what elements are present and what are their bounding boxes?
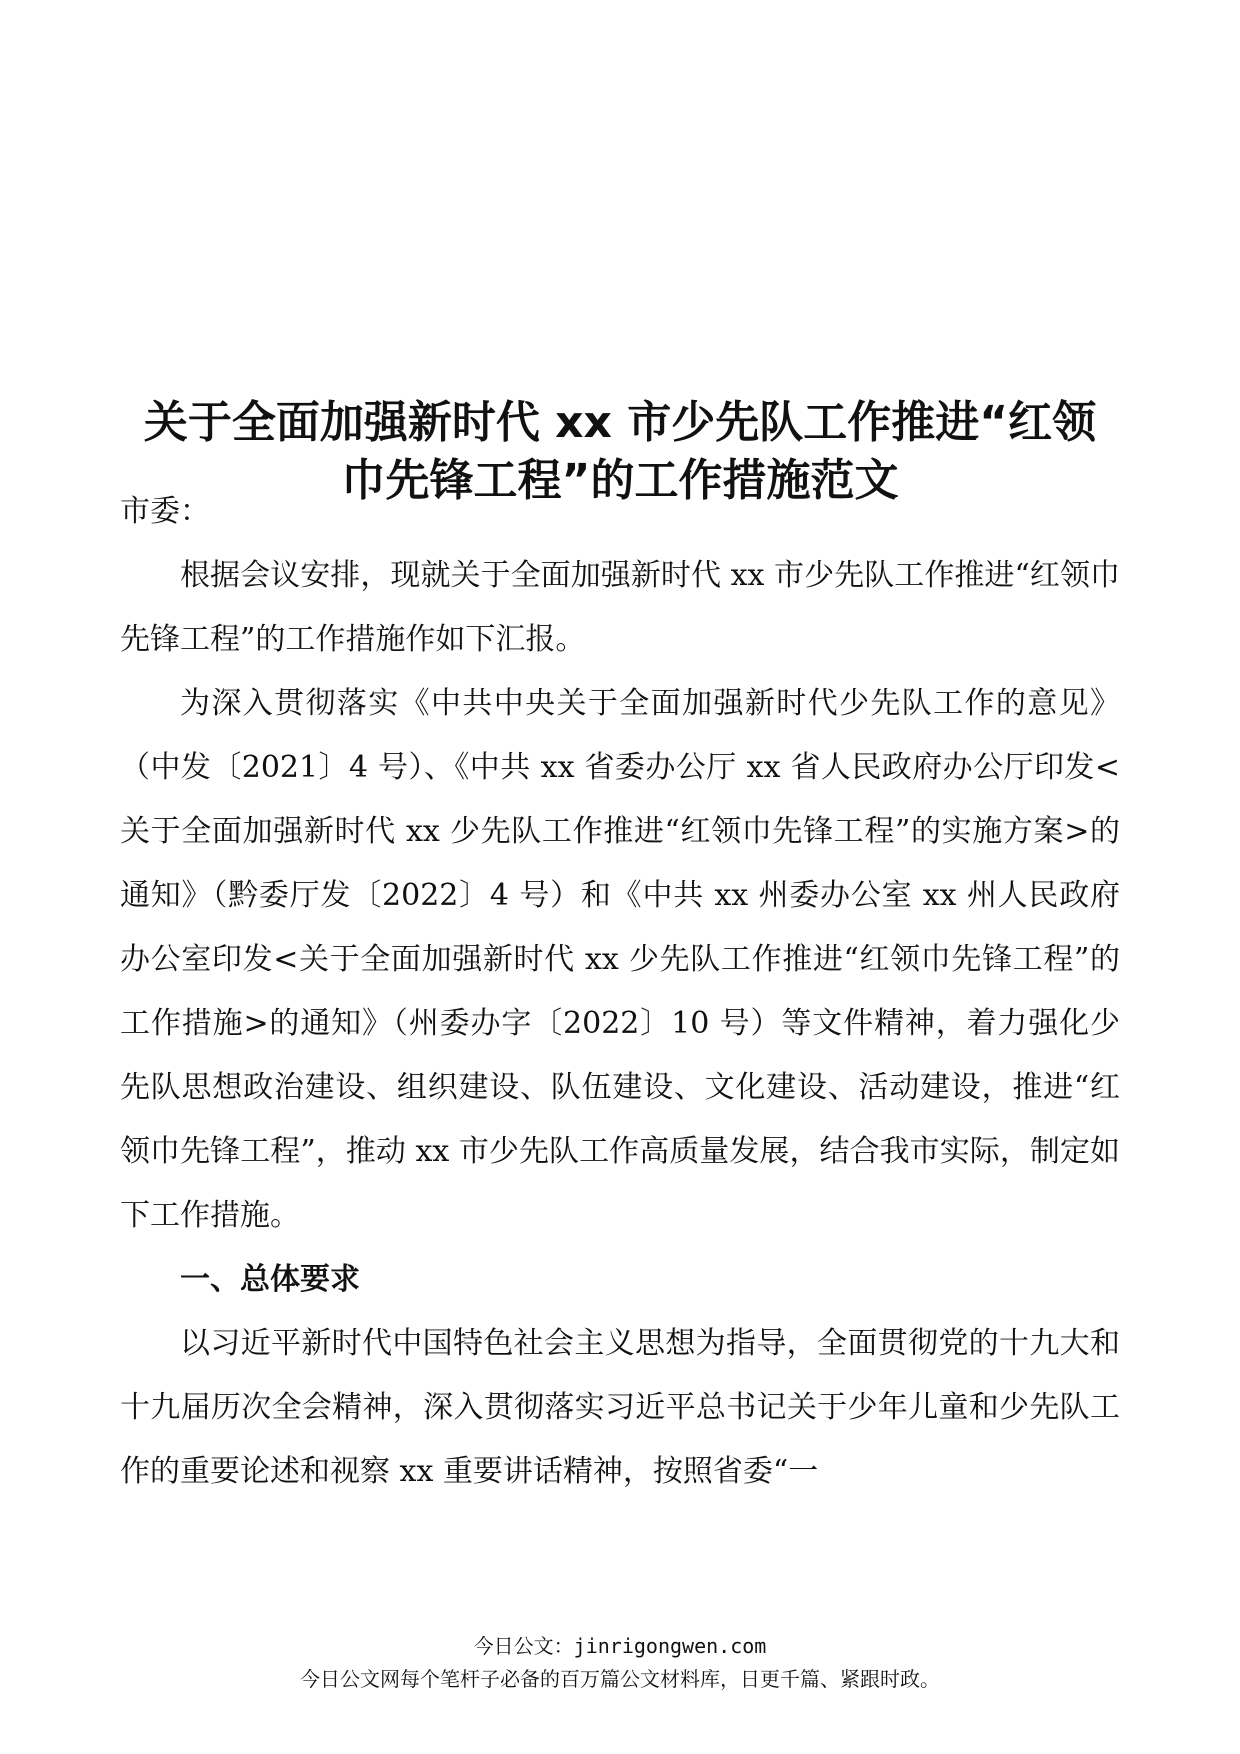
title-line-1: 关于全面加强新时代 xx 市少先队工作推进“红领 <box>143 397 1097 449</box>
paragraph-intro: 根据会议安排，现就关于全面加强新时代 xx 市少先队工作推进“红领巾先锋工程”的工作措施作如下汇报。 <box>120 558 1120 657</box>
title-line-2: 巾先锋工程”的工作措施范文 <box>341 455 899 507</box>
footer-site-url[interactable]: jinrigongwen.com <box>573 1634 767 1658</box>
footer-site-label: 今日公文： <box>473 1634 574 1658</box>
salutation: 市委： <box>120 494 210 529</box>
paragraph-basis: 为深入贯彻落实《中共中央关于全面加强新时代少先队工作的意见》（中发〔2021〕4 号）、《中共 xx 省委办公厅 xx 省人民政府办公厅印发<关于全面加强新时代 xx 少先队工作推进“红领巾先锋工程”的实施方案>的通知》（黔委厅发〔2022〕4 号）和《中共 xx 州委办公室 xx 州人民政府办公室印发<关于全面加强新时代 xx 少先队工作推进“红领巾先锋工程”的工作措施>的通知》（州委办字〔2022〕10 号）等文件精神，着力强化少先队思想政治建设、组织建设、队伍建设、文化建设、活动建设，推进“红领巾先锋工程”，推动 xx 市少先队工作高质量发展，结合我市实际，制定如下工作措施。 <box>120 686 1120 1233</box>
document-body <box>120 480 1120 1504</box>
footer-site <box>0 1630 1240 1659</box>
footer-slogan: 今日公文网每个笔杆子必备的百万篇公文材料库，日更千篇、紧跟时政。 <box>300 1667 940 1691</box>
section-heading-1: 一、总体要求 <box>180 1262 360 1297</box>
paragraph-section-1: 以习近平新时代中国特色社会主义思想为指导，全面贯彻党的十九大和十九届历次全会精神，深入贯彻落实习近平总书记关于少年儿童和少先队工作的重要论述和视察 xx 重要讲话精神，按照省委“一 <box>120 1326 1120 1489</box>
